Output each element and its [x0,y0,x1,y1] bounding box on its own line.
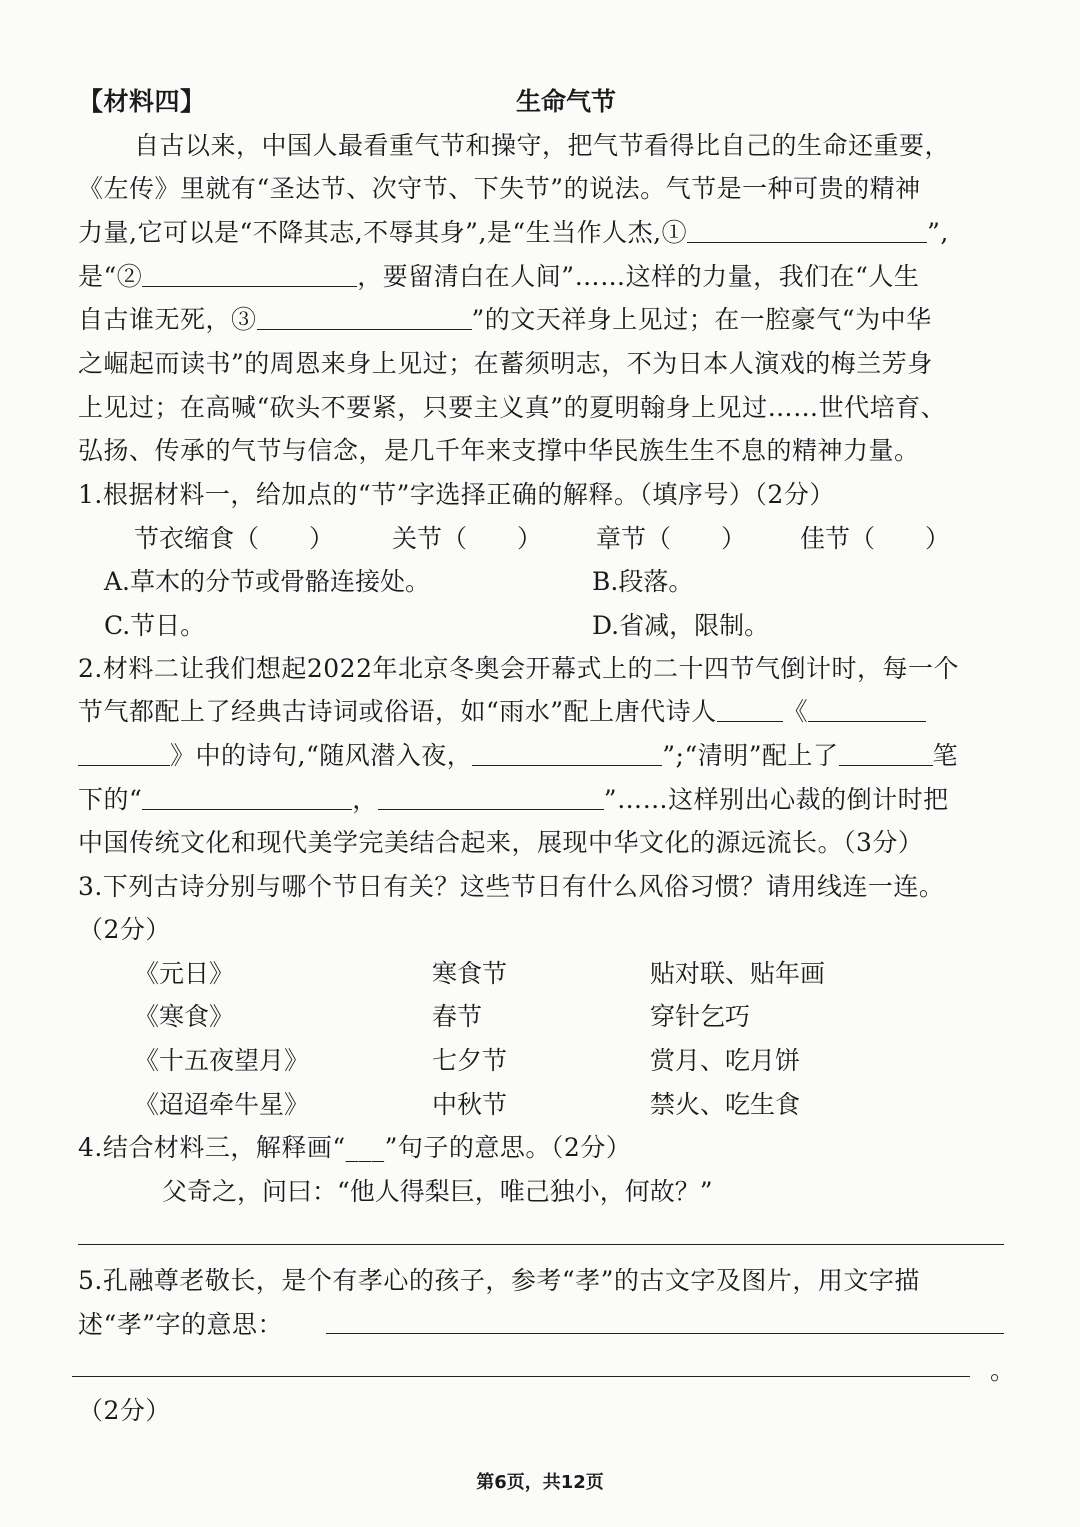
festival-item[interactable]: 寒食节 [432,959,508,988]
q1-item[interactable]: 章节（ ） [596,524,747,553]
question-5-score: （2分） [78,1396,171,1425]
custom-item[interactable]: 穿针乞巧 [650,1002,751,1031]
question-2-line: 》中的诗句,“随风潜入夜， ”;“清明”配上了 笔 [78,734,1004,778]
custom-item[interactable]: 赏月、吃月饼 [650,1046,801,1075]
question-5-line: 5.孔融尊老敬长，是个有孝心的孩子，参考“孝”的古文字及图片，用文字描 [78,1266,920,1295]
festival-item[interactable]: 七夕节 [432,1046,508,1075]
poem-item[interactable]: 《十五夜望月》 [134,1046,310,1075]
custom-item[interactable]: 贴对联、贴年画 [650,959,826,988]
paragraph-line: 之崛起而读书”的周恩来身上见过；在蓄须明志，不为日本人演戏的梅兰芳身 [78,349,933,378]
fill-blank-3[interactable] [257,303,472,330]
paragraph-line: 是“② ，要留清白在人间”……这样的力量，我们在“人生 [78,262,920,291]
answer-line[interactable] [326,1333,1004,1334]
fill-blank-2[interactable] [142,260,357,287]
q1-option: C.节日。 [104,611,206,640]
question-5-line: 述“孝”字的意思： [78,1310,284,1339]
fill-blank-1[interactable] [687,216,927,243]
question-3-stem: 3.下列古诗分别与哪个节日有关？这些节日有什么风俗习惯？请用线连一连。 [78,872,945,901]
q1-option: B.段落。 [592,567,694,596]
paragraph-line: 自古谁无死，③ ”的文天祥身上见过；在一腔豪气“为中华 [78,305,932,334]
custom-item[interactable]: 禁火、吃生食 [650,1090,801,1119]
q1-item[interactable]: 佳节（ ） [800,524,951,553]
q1-item[interactable]: 节衣缩食（ ） [134,524,335,553]
answer-line[interactable] [78,1244,1004,1245]
material4-label: 【材料四】 [78,87,206,116]
q1-option: D.省减，限制。 [592,611,770,640]
question-1-stem: 1.根据材料一，给加点的“节”字选择正确的解释。（填序号）（2分） [78,480,835,509]
poem-item[interactable]: 《元日》 [134,959,235,988]
festival-item[interactable]: 春节 [432,1002,483,1031]
q1-option: A.草木的分节或骨骼连接处。 [104,567,431,596]
poem-item[interactable]: 《迢迢牵牛星》 [134,1090,310,1119]
question-4-stem: 4.结合材料三，解释画“___”句子的意思。（2分） [78,1133,632,1162]
poem-item[interactable]: 《寒食》 [134,1002,235,1031]
material-title: 生命气节 [516,87,617,116]
question-4-quote: 父奇之，问曰：“他人得梨巨，唯己独小，何故？” [162,1177,713,1206]
verse-blank-2[interactable] [378,783,604,810]
paragraph-line: 上见过；在高喊“砍头不要紧，只要主义真”的夏明翰身上见过……世代培育、 [78,393,947,422]
question-2-line: 节气都配上了经典古诗词或俗语，如“雨水”配上唐代诗人 《 [78,690,1004,734]
question-2-line: 2.材料二让我们想起2022年北京冬奥会开幕式上的二十四节气倒计时，每一个 [78,654,959,683]
verse-blank-1[interactable] [142,783,352,810]
question-2-line: 中国传统文化和现代美学完美结合起来，展现中华文化的源远流长。（3分） [78,828,924,857]
paragraph-line: 弘扬、传承的气节与信念，是几千年来支撑中华民族生生不息的精神力量。 [78,436,920,465]
page-footer: 第6页，共12页 [476,1472,604,1493]
verse-blank[interactable] [472,739,662,766]
q1-item[interactable]: 关节（ ） [392,524,543,553]
poem-title-blank[interactable] [808,695,926,722]
poet-blank[interactable] [717,695,783,722]
poem-title-blank-cont[interactable] [78,739,170,766]
paragraph-line: 自古以来，中国人最看重气节和操守，把气节看得比自己的生命还重要， [134,131,951,160]
festival-item[interactable]: 中秋节 [432,1090,508,1119]
question-2-line: 下的“ ， ”……这样别出心裁的倒计时把 [78,785,949,814]
answer-line[interactable] [72,1376,970,1377]
question-3-score: （2分） [78,915,171,944]
author-blank[interactable] [839,739,933,766]
period-mark: 。 [990,1356,1016,1385]
paragraph-line: 力量,它可以是“不降其志,不辱其身”,是“生当作人杰,① ”, [78,218,949,247]
paragraph-line: 《左传》里就有“圣达节、次守节、下失节”的说法。气节是一种可贵的精神 [78,174,921,203]
